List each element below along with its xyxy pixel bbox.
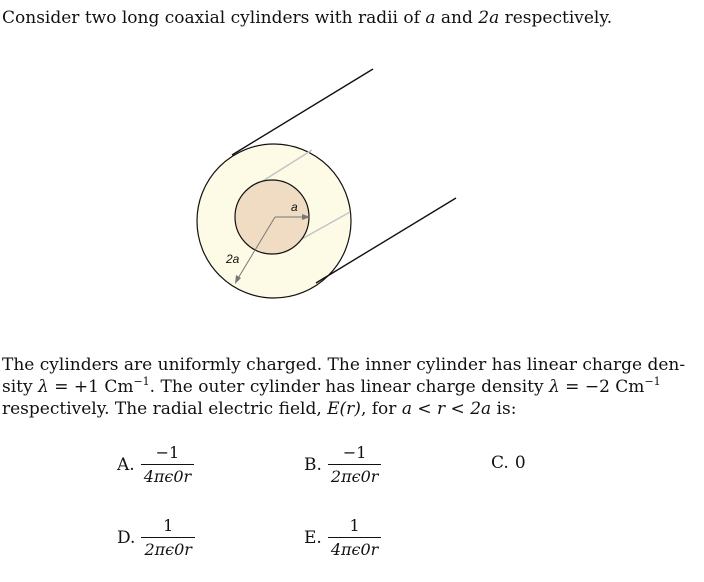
option-b-fraction: $\frac{-1}{2\pi\epsilon 0r}$ <box>328 443 381 486</box>
body-line-3: respectively. The radial electric field, E(r), for a < r < 2a is: <box>2 399 517 419</box>
question-body <box>2 354 686 420</box>
option-d[interactable]: D. $\frac{1}{2\pi\epsilon 0r}$ <box>117 516 195 559</box>
radius-2a-label: 2a <box>226 252 240 266</box>
radius-a-label: a <box>291 200 298 214</box>
option-e[interactable]: E. $\frac{1}{4\pi\epsilon 0r}$ <box>304 516 381 559</box>
option-e-fraction: $\frac{1}{4\pi\epsilon 0r}$ <box>328 516 381 559</box>
outer-cylinder-top-edge <box>232 69 373 155</box>
option-a[interactable]: A. $\frac{-1}{4\pi\epsilon 0r}$ <box>117 443 194 486</box>
option-d-fraction: $\frac{1}{2\pi\epsilon 0r}$ <box>141 516 194 559</box>
option-b[interactable]: B. $\frac{-1}{2\pi\epsilon 0r}$ <box>304 443 381 486</box>
option-c[interactable]: C. 0 <box>491 453 526 473</box>
body-line-1: The cylinders are uniformly charged. The inner cylinder has linear charge den- <box>2 355 686 375</box>
question-intro: Consider two long coaxial cylinders with radii of a and 2a respectively. <box>2 8 613 28</box>
option-a-fraction: $\frac{-1}{4\pi\epsilon 0r}$ <box>141 443 194 486</box>
body-line-2: sity λ = +1 $Cm^{-1}$. The outer cylinder has linear charge density λ = −2 $Cm^{-1}$ <box>2 375 661 397</box>
